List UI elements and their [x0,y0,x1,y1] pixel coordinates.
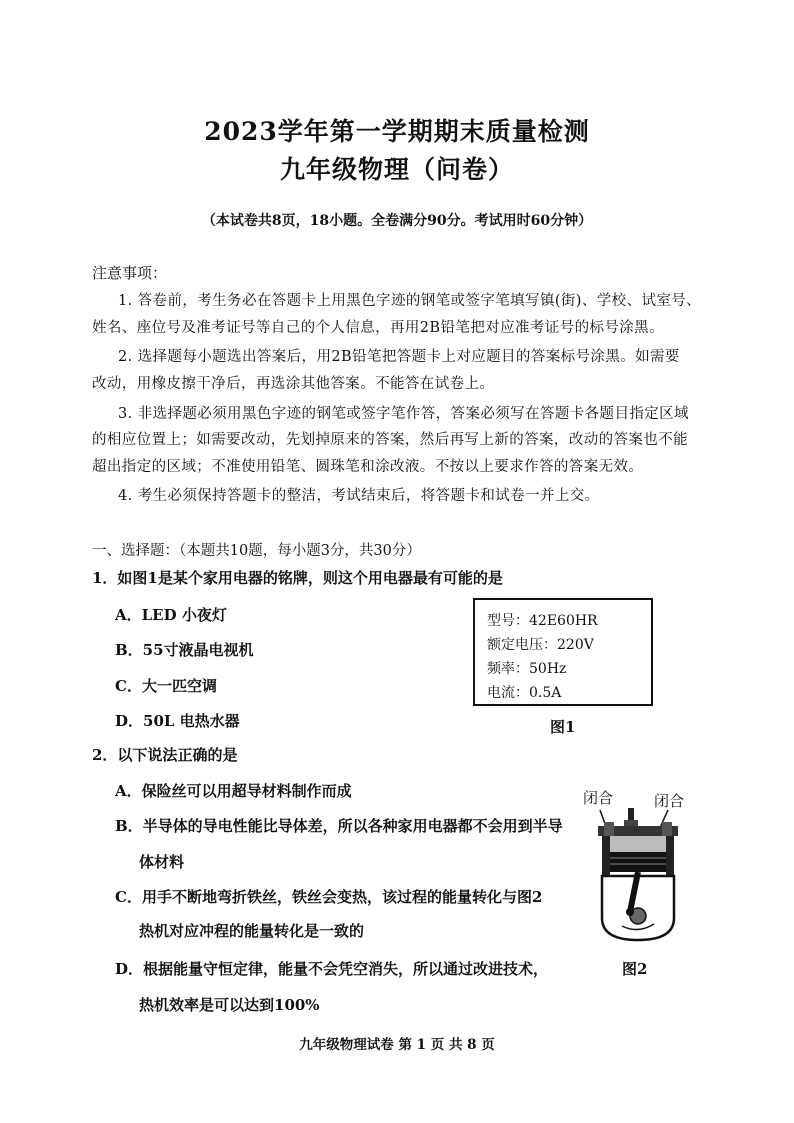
notes-line: 的相应位置上；如需要改动，先划掉原来的答案，然后再写上新的答案，改动的答案也不能 [92,432,688,448]
page-footer: 九年级物理试卷 第 1 页 共 8 页 [299,1037,495,1053]
notes-heading: 注意事项： [92,264,168,282]
notes-line: 1. 答卷前，考生务必在答题卡上用黑色字迹的钢笔或签字笔填写镇(街)、学校、试室号、 [118,293,702,309]
q2-option-d-cont: 热机效率是可以达到100% [139,996,320,1014]
notes-line: 姓名、座位号及准考证号等自己的个人信息，再用2B铅笔把对应准考证号的标号涂黑。 [92,320,664,336]
notes-line: 4. 考生必须保持答题卡的整洁，考试结束后，将答题卡和试卷一并上交。 [118,488,600,504]
q2-option-b-cont: 体材料 [139,853,185,871]
exam-info: （本试卷共8页，18小题。全卷满分90分。考试用时60分钟） [201,213,593,229]
question-1-stem: 1．如图1是某个家用电器的铭牌，则这个用电器最有可能的是 [92,569,503,587]
engine-cylinder-figure [578,808,698,948]
q2-option-b: B．半导体的导电性能比导体差，所以各种家用电器都不会用到半导 [115,817,563,835]
q2-option-c: C．用手不断地弯折铁丝，铁丝会变热，该过程的能量转化与图2 [115,888,543,906]
q1-option-a: A．LED 小夜灯 [115,606,227,624]
figure-2-caption: 图2 [622,960,648,978]
nameplate-voltage: 额定电压：220V [487,637,594,653]
notes-line: 超出指定的区域；不准使用铅笔、圆珠笔和涂改液。不按以上要求作答的答案无效。 [92,459,644,475]
q2-option-a: A．保险丝可以用超导材料制作而成 [115,782,352,800]
q1-option-b: B．55寸液晶电视机 [115,641,254,659]
page-title: 2023学年第一学期期末质量检测 [204,117,590,146]
q2-option-d: D．根据能量守恒定律，能量不会凭空消失，所以通过改进技术， [115,960,549,978]
notes-line: 2. 选择题每小题选出答案后，用2B铅笔把答题卡上对应题目的答案标号涂黑。如需要 [118,349,680,365]
q2-option-c-cont: 热机对应冲程的能量转化是一致的 [139,922,365,940]
notes-line: 改动，用橡皮擦干净后，再选涂其他答案。不能答在试卷上。 [92,376,495,392]
notes-line: 3. 非选择题必须用黑色字迹的钢笔或签字笔作答，答案必须写在答题卡各题目指定区域 [118,406,689,422]
q1-option-d: D．50L 电热水器 [115,712,240,730]
nameplate-model: 型号：42E60HR [487,613,598,629]
nameplate-frequency: 频率：50Hz [487,661,567,677]
q1-option-c: C．大一匹空调 [115,677,217,695]
page-subtitle-title: 九年级物理（问卷） [279,155,514,184]
figure-2-label-left: 闭合 [583,789,614,807]
section-heading: 一、选择题：（本题共10题，每小题3分，共30分） [92,543,421,559]
nameplate-current: 电流：0.5A [487,685,562,701]
figure-2-label-right: 闭合 [654,792,685,810]
question-2-stem: 2．以下说法正确的是 [92,746,238,764]
figure-1-caption: 图1 [550,718,576,736]
nameplate-figure [473,598,653,706]
